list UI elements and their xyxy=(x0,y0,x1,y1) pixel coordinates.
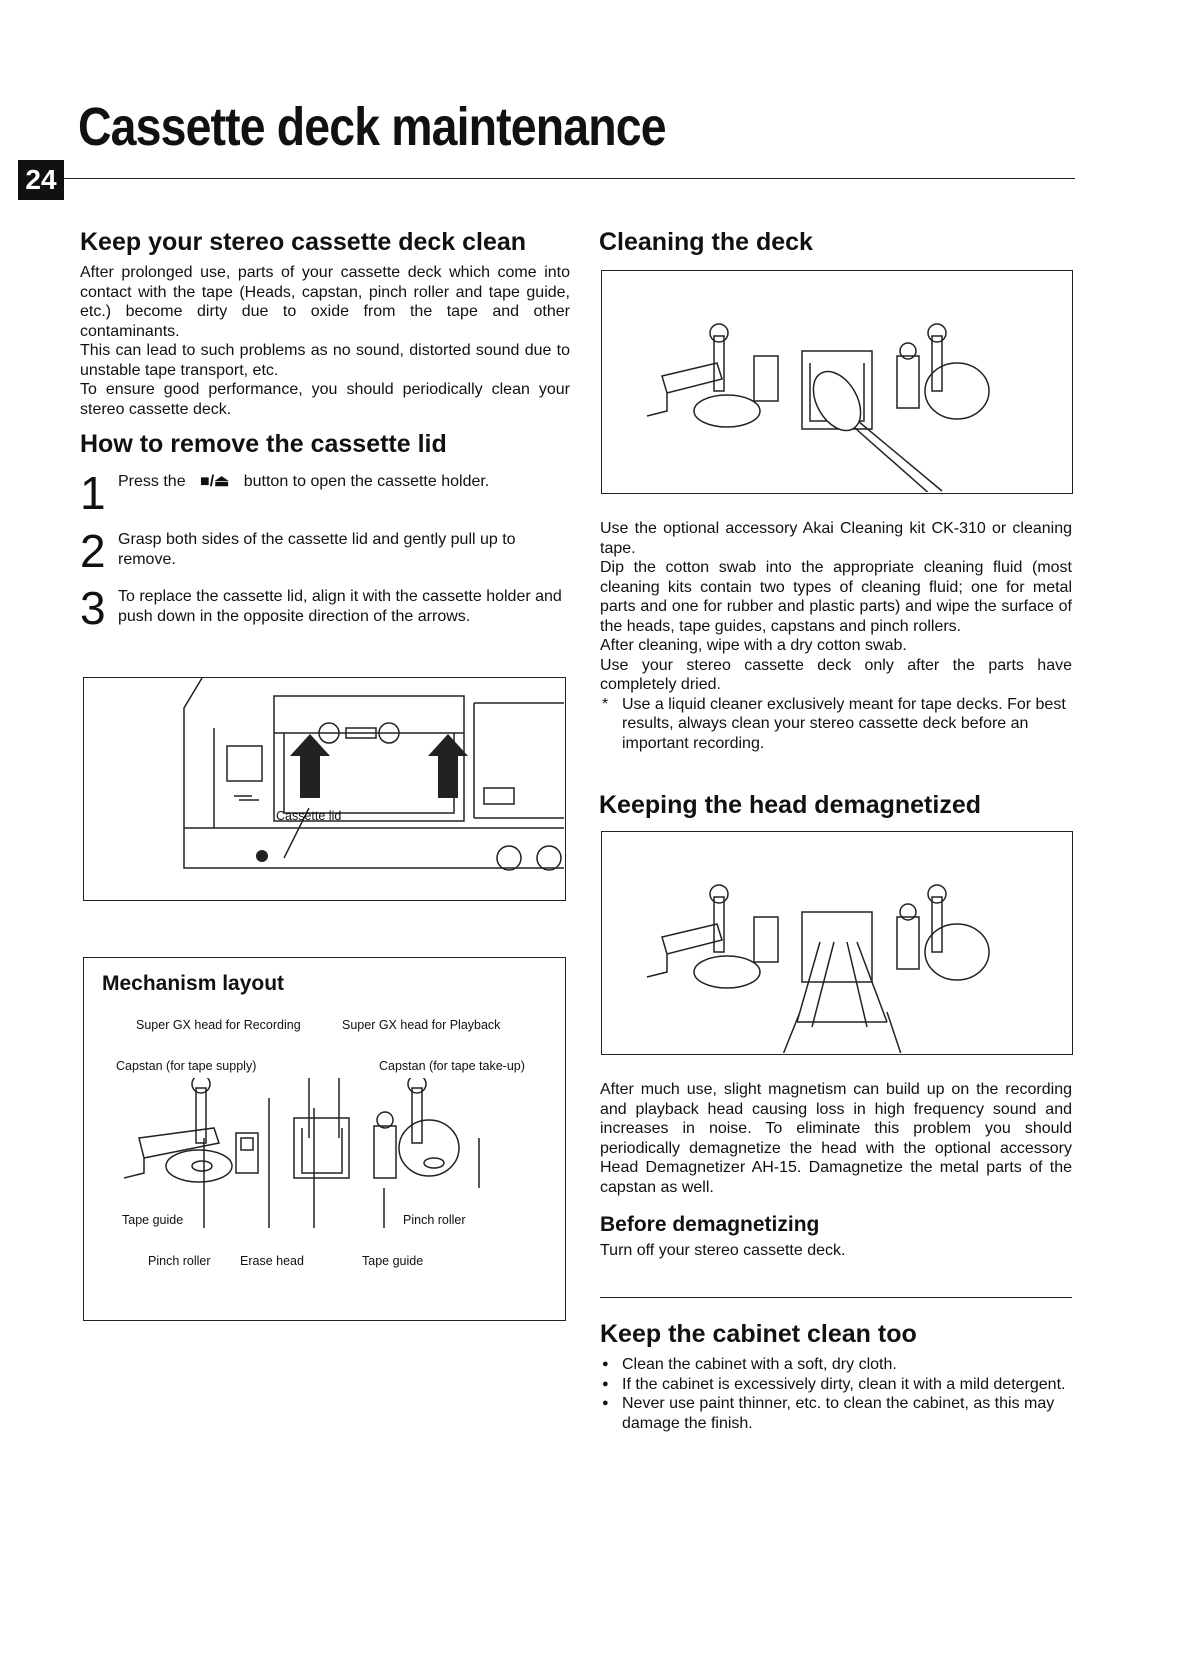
label-pinch-roller-left: Pinch roller xyxy=(148,1254,211,1268)
before-demagnetizing-heading: Before demagnetizing xyxy=(600,1213,820,1236)
cleaning-p2: Dip the cotton swab into the appropriate cleaning fluid (most cleaning kits contain two types of cleaning fluid; one for metal parts and one for rubber and plastic parts) and wipe the surface of the heads, tape guides, capstans and pinch rollers. xyxy=(600,559,1072,635)
header-rule xyxy=(64,178,1075,179)
keep-clean-section xyxy=(80,228,570,419)
cabinet-list xyxy=(600,1355,1072,1433)
cleaning-p3: After cleaning, wipe with a dry cotton swab. xyxy=(600,637,907,654)
step-3-number: 3 xyxy=(80,582,106,634)
demagnetizer-illustration xyxy=(602,832,1071,1053)
label-tape-guide-left: Tape guide xyxy=(122,1213,184,1227)
keep-clean-heading: Keep your stereo cassette deck clean xyxy=(80,228,527,256)
step-2-number: 2 xyxy=(80,525,106,577)
keep-clean-body-3: To ensure good performance, you should periodically clean your stereo cassette deck. xyxy=(80,381,570,418)
cleaning-note xyxy=(600,695,1072,754)
stop-eject-symbol: ■/⏏ xyxy=(200,473,230,490)
label-rec-head: Super GX head for Recording xyxy=(136,1018,301,1032)
list-item: ● If the cabinet is excessively dirty, clean it with a mild detergent. xyxy=(600,1375,1072,1395)
page-title: Cassette deck maintenance xyxy=(78,97,666,157)
step-1 xyxy=(80,467,570,520)
cassette-lid-figure xyxy=(83,677,566,901)
demagnetize-text xyxy=(600,1080,1072,1261)
remove-lid-heading: How to remove the cassette lid xyxy=(80,430,447,458)
demagnetize-figure xyxy=(601,831,1073,1055)
step-1-text-before: Press the xyxy=(118,473,186,490)
page-number: 24 xyxy=(18,160,64,200)
arrow-up-icon xyxy=(290,734,330,798)
cassette-lid-label: Cassette lid xyxy=(276,809,342,823)
cleaning-text xyxy=(600,519,1072,753)
cleaning-figure xyxy=(601,270,1073,494)
keep-clean-body: After prolonged use, parts of your cassette deck which come into contact with the tape (Heads, capstan, pinch roller and tape guide, etc.) become dirty due to oxide from the tape and other contaminants. xyxy=(80,264,570,340)
label-capstan-supply: Capstan (for tape supply) xyxy=(116,1059,257,1073)
label-pinch-roller-right: Pinch roller xyxy=(403,1213,466,1227)
list-item: ● Clean the cabinet with a soft, dry cloth. xyxy=(600,1355,1072,1375)
step-2-text: Grasp both sides of the cassette lid and gently pull up to remove. xyxy=(118,531,516,568)
demagnetize-body: After much use, slight magnetism can build up on the recording and playback head causing loss in high frequency sound and increases in noise. To eliminate this problem you should periodically demagnetize the head with the optional accessory Head Demagnetizer AH-15. Damagnetize the metal parts of the capstan as well. xyxy=(600,1081,1072,1196)
step-1-number: 1 xyxy=(80,467,106,519)
step-2 xyxy=(80,525,570,578)
cabinet-section xyxy=(600,1320,1072,1433)
label-play-head: Super GX head for Playback xyxy=(342,1018,501,1032)
cleaning-heading: Cleaning the deck xyxy=(599,228,813,256)
section-divider xyxy=(600,1297,1072,1298)
list-item: ● Never use paint thinner, etc. to clean the cabinet, as this may damage the finish. xyxy=(600,1394,1072,1433)
cabinet-heading: Keep the cabinet clean too xyxy=(600,1320,917,1348)
before-demagnetizing-body: Turn off your stereo cassette deck. xyxy=(600,1242,846,1259)
cleaning-note-text: Use a liquid cleaner exclusively meant for tape decks. For best results, always clean your stereo cassette deck before an important recording. xyxy=(622,695,1066,752)
label-erase-head: Erase head xyxy=(240,1254,304,1268)
label-capstan-takeup: Capstan (for tape take-up) xyxy=(379,1059,525,1073)
step-3-text: To replace the cassette lid, align it with the cassette holder and push down in the opposite direction of the arrows. xyxy=(118,588,562,625)
step-1-text-after: button to open the cassette holder. xyxy=(243,473,490,490)
mechanism-diagram xyxy=(84,1078,564,1228)
mechanism-layout-box xyxy=(83,957,566,1321)
demagnetize-heading: Keeping the head demagnetized xyxy=(599,791,982,819)
keep-clean-body-2: This can lead to such problems as no sound, distorted sound due to unstable tape transport, etc. xyxy=(80,342,570,379)
label-tape-guide-right: Tape guide xyxy=(362,1254,424,1268)
cleaning-p4: Use your stereo cassette deck only after the parts have completely dried. xyxy=(600,656,1072,693)
mechanism-heading: Mechanism layout xyxy=(102,972,285,995)
cleaning-swab-illustration xyxy=(602,271,1071,492)
asterisk-icon: * xyxy=(602,695,609,713)
cleaning-p1: Use the optional accessory Akai Cleaning kit CK-310 or cleaning tape. xyxy=(600,520,1072,557)
arrow-up-icon xyxy=(428,734,468,798)
step-1-text xyxy=(118,472,489,492)
step-3 xyxy=(80,582,570,635)
cassette-deck-illustration xyxy=(84,678,564,899)
